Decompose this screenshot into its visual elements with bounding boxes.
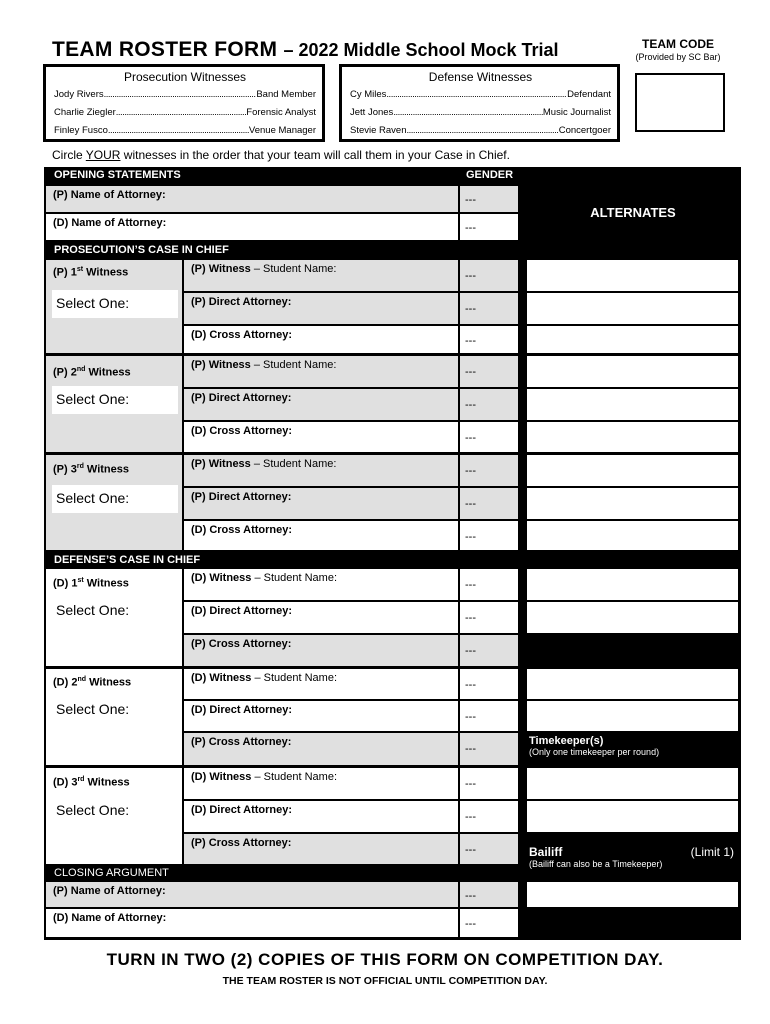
opening-d-attorney-field[interactable]: (D) Name of Attorney: [46,214,458,240]
timekeeper-note: (Only one timekeeper per round) [529,747,660,757]
p-cross-attorney-field[interactable]: (P) Cross Attorney: [184,635,458,666]
p-witness-student-name-field[interactable]: (P) Witness – Student Name: [184,260,458,291]
p-witness-3-label: (P) 3rd Witness [53,463,129,476]
d-direct-attorney-field[interactable]: (D) Direct Attorney: [184,602,458,633]
select-one-dropdown[interactable]: Select One: [52,485,178,513]
gender-field[interactable]: --- [460,326,518,353]
gender-field[interactable]: --- [460,834,518,864]
d-witness-2-label: (D) 2nd Witness [53,676,132,689]
p-direct-attorney-field[interactable]: (P) Direct Attorney: [184,488,458,519]
p-witness-1-label: (P) 1st Witness [53,266,129,279]
bailiff-limit: (Limit 1) [690,845,734,859]
alternate-field[interactable] [527,569,738,600]
alternate-field[interactable] [527,422,738,452]
timekeeper-field[interactable] [527,801,738,832]
d-cross-attorney-field[interactable]: (D) Cross Attorney: [184,422,458,452]
gender-field[interactable]: --- [460,455,518,486]
bailiff-note: (Bailiff can also be a Timekeeper) [529,859,663,869]
alternate-field[interactable] [527,521,738,550]
p-witness-student-name-field[interactable]: (P) Witness – Student Name: [184,356,458,387]
gender-field[interactable]: --- [460,768,518,799]
page-title: TEAM ROSTER FORM – 2022 Middle School Mock Trial [52,38,559,61]
timekeeper-field[interactable] [527,768,738,799]
witness-row[interactable]: Charlie Ziegler ..... Forensic Analyst [54,104,316,122]
timekeeper-label: Timekeeper(s) (Only one timekeeper per round) [529,735,734,757]
opening-statements-header: OPENING STATEMENTS [46,168,458,184]
select-one-dropdown[interactable]: Select One: [52,797,178,825]
alternates-heading: ALTERNATES [590,205,676,220]
p-cross-attorney-field[interactable]: (P) Cross Attorney: [184,834,458,864]
gender-field[interactable]: --- [460,214,518,240]
select-one-dropdown[interactable]: Select One: [52,696,178,724]
gender-field[interactable]: --- [460,701,518,731]
select-one-dropdown[interactable]: Select One: [52,597,178,625]
d-direct-attorney-field[interactable]: (D) Direct Attorney: [184,701,458,731]
defense-witnesses-heading: Defense Witnesses [428,70,533,84]
d-direct-attorney-field[interactable]: (D) Direct Attorney: [184,801,458,832]
turn-in-notice: TURN IN TWO (2) COPIES OF THIS FORM ON COMPETITION DAY. [106,950,664,969]
page-subtitle: – 2022 Middle School Mock Trial [283,40,559,60]
witness-row[interactable]: Jody Rivers ..... Band Member [54,86,316,104]
closing-p-attorney-field[interactable]: (P) Name of Attorney: [46,882,458,907]
gender-field[interactable]: --- [460,801,518,832]
gender-field[interactable]: --- [460,260,518,291]
circle-instruction: Circle YOUR witnesses in the order that your team will call them in your Case in Chief. [52,148,510,162]
closing-argument-header: CLOSING ARGUMENT [46,866,458,881]
defense-case-header: DEFENSE’S CASE IN CHIEF [46,553,518,568]
prosecution-witnesses-heading: Prosecution Witnesses [123,70,247,84]
witness-row[interactable]: Finley Fusco ..... Venue Manager [54,122,316,140]
select-one-dropdown[interactable]: Select One: [52,386,178,414]
closing-d-attorney-field[interactable]: (D) Name of Attorney: [46,909,458,937]
witness-row[interactable]: Cy Miles ..... Defendant [350,86,611,104]
gender-field[interactable]: --- [460,882,518,907]
alternate-field[interactable] [527,326,738,353]
d-cross-attorney-field[interactable]: (D) Cross Attorney: [184,521,458,550]
alternate-field[interactable] [527,293,738,324]
alternate-field[interactable] [527,488,738,519]
team-code-field[interactable] [635,73,725,132]
alternate-field[interactable] [527,260,738,291]
gender-field[interactable]: --- [460,635,518,666]
gender-field[interactable]: --- [460,186,518,212]
p-direct-attorney-field[interactable]: (P) Direct Attorney: [184,389,458,420]
d-witness-student-name-field[interactable]: (D) Witness – Student Name: [184,569,458,600]
bailiff-field[interactable] [527,882,738,907]
gender-field[interactable]: --- [460,389,518,420]
witness-row[interactable]: Jett Jones ..... Music Journalist [350,104,611,122]
prosecution-case-header: PROSECUTION’S CASE IN CHIEF [46,243,518,259]
alternate-field[interactable] [527,602,738,633]
d-cross-attorney-field[interactable]: (D) Cross Attorney: [184,326,458,353]
alternate-field[interactable] [527,356,738,387]
gender-field[interactable]: --- [460,488,518,519]
team-code-note: (Provided by SC Bar) [635,52,721,62]
d-witness-1-label: (D) 1st Witness [53,577,129,590]
d-witness-student-name-field[interactable]: (D) Witness – Student Name: [184,768,458,799]
gender-field[interactable]: --- [460,602,518,633]
gender-field[interactable]: --- [460,422,518,452]
defense-witnesses-box [339,64,620,142]
gender-field[interactable]: --- [460,356,518,387]
p-cross-attorney-field[interactable]: (P) Cross Attorney: [184,733,458,765]
select-one-dropdown[interactable]: Select One: [52,290,178,318]
opening-p-attorney-field[interactable]: (P) Name of Attorney: [46,186,458,212]
p-witness-2-label: (P) 2nd Witness [53,366,131,379]
d-witness-student-name-field[interactable]: (D) Witness – Student Name: [184,669,458,699]
gender-header: GENDER [460,168,518,184]
gender-field[interactable]: --- [460,521,518,550]
d-witness-3-label: (D) 3rd Witness [53,776,130,789]
team-code-label: TEAM CODE (Provided by SC Bar) [628,38,728,64]
gender-field[interactable]: --- [460,733,518,765]
bailiff-label: Bailiff (Limit 1) (Bailiff can also be a Timekeeper) [529,845,734,869]
alternate-field[interactable] [527,669,738,699]
gender-field[interactable]: --- [460,569,518,600]
p-witness-student-name-field[interactable]: (P) Witness – Student Name: [184,455,458,486]
not-official-notice: THE TEAM ROSTER IS NOT OFFICIAL UNTIL COMPETITION DAY. [222,975,548,987]
gender-field[interactable]: --- [460,293,518,324]
witness-row[interactable]: Stevie Raven ..... Concertgoer [350,122,611,140]
alternate-field[interactable] [527,389,738,420]
prosecution-witnesses-box [43,64,325,142]
p-direct-attorney-field[interactable]: (P) Direct Attorney: [184,293,458,324]
alternate-field[interactable] [527,455,738,486]
gender-field[interactable]: --- [460,909,518,937]
gender-field[interactable]: --- [460,669,518,699]
alternate-field[interactable] [527,701,738,731]
